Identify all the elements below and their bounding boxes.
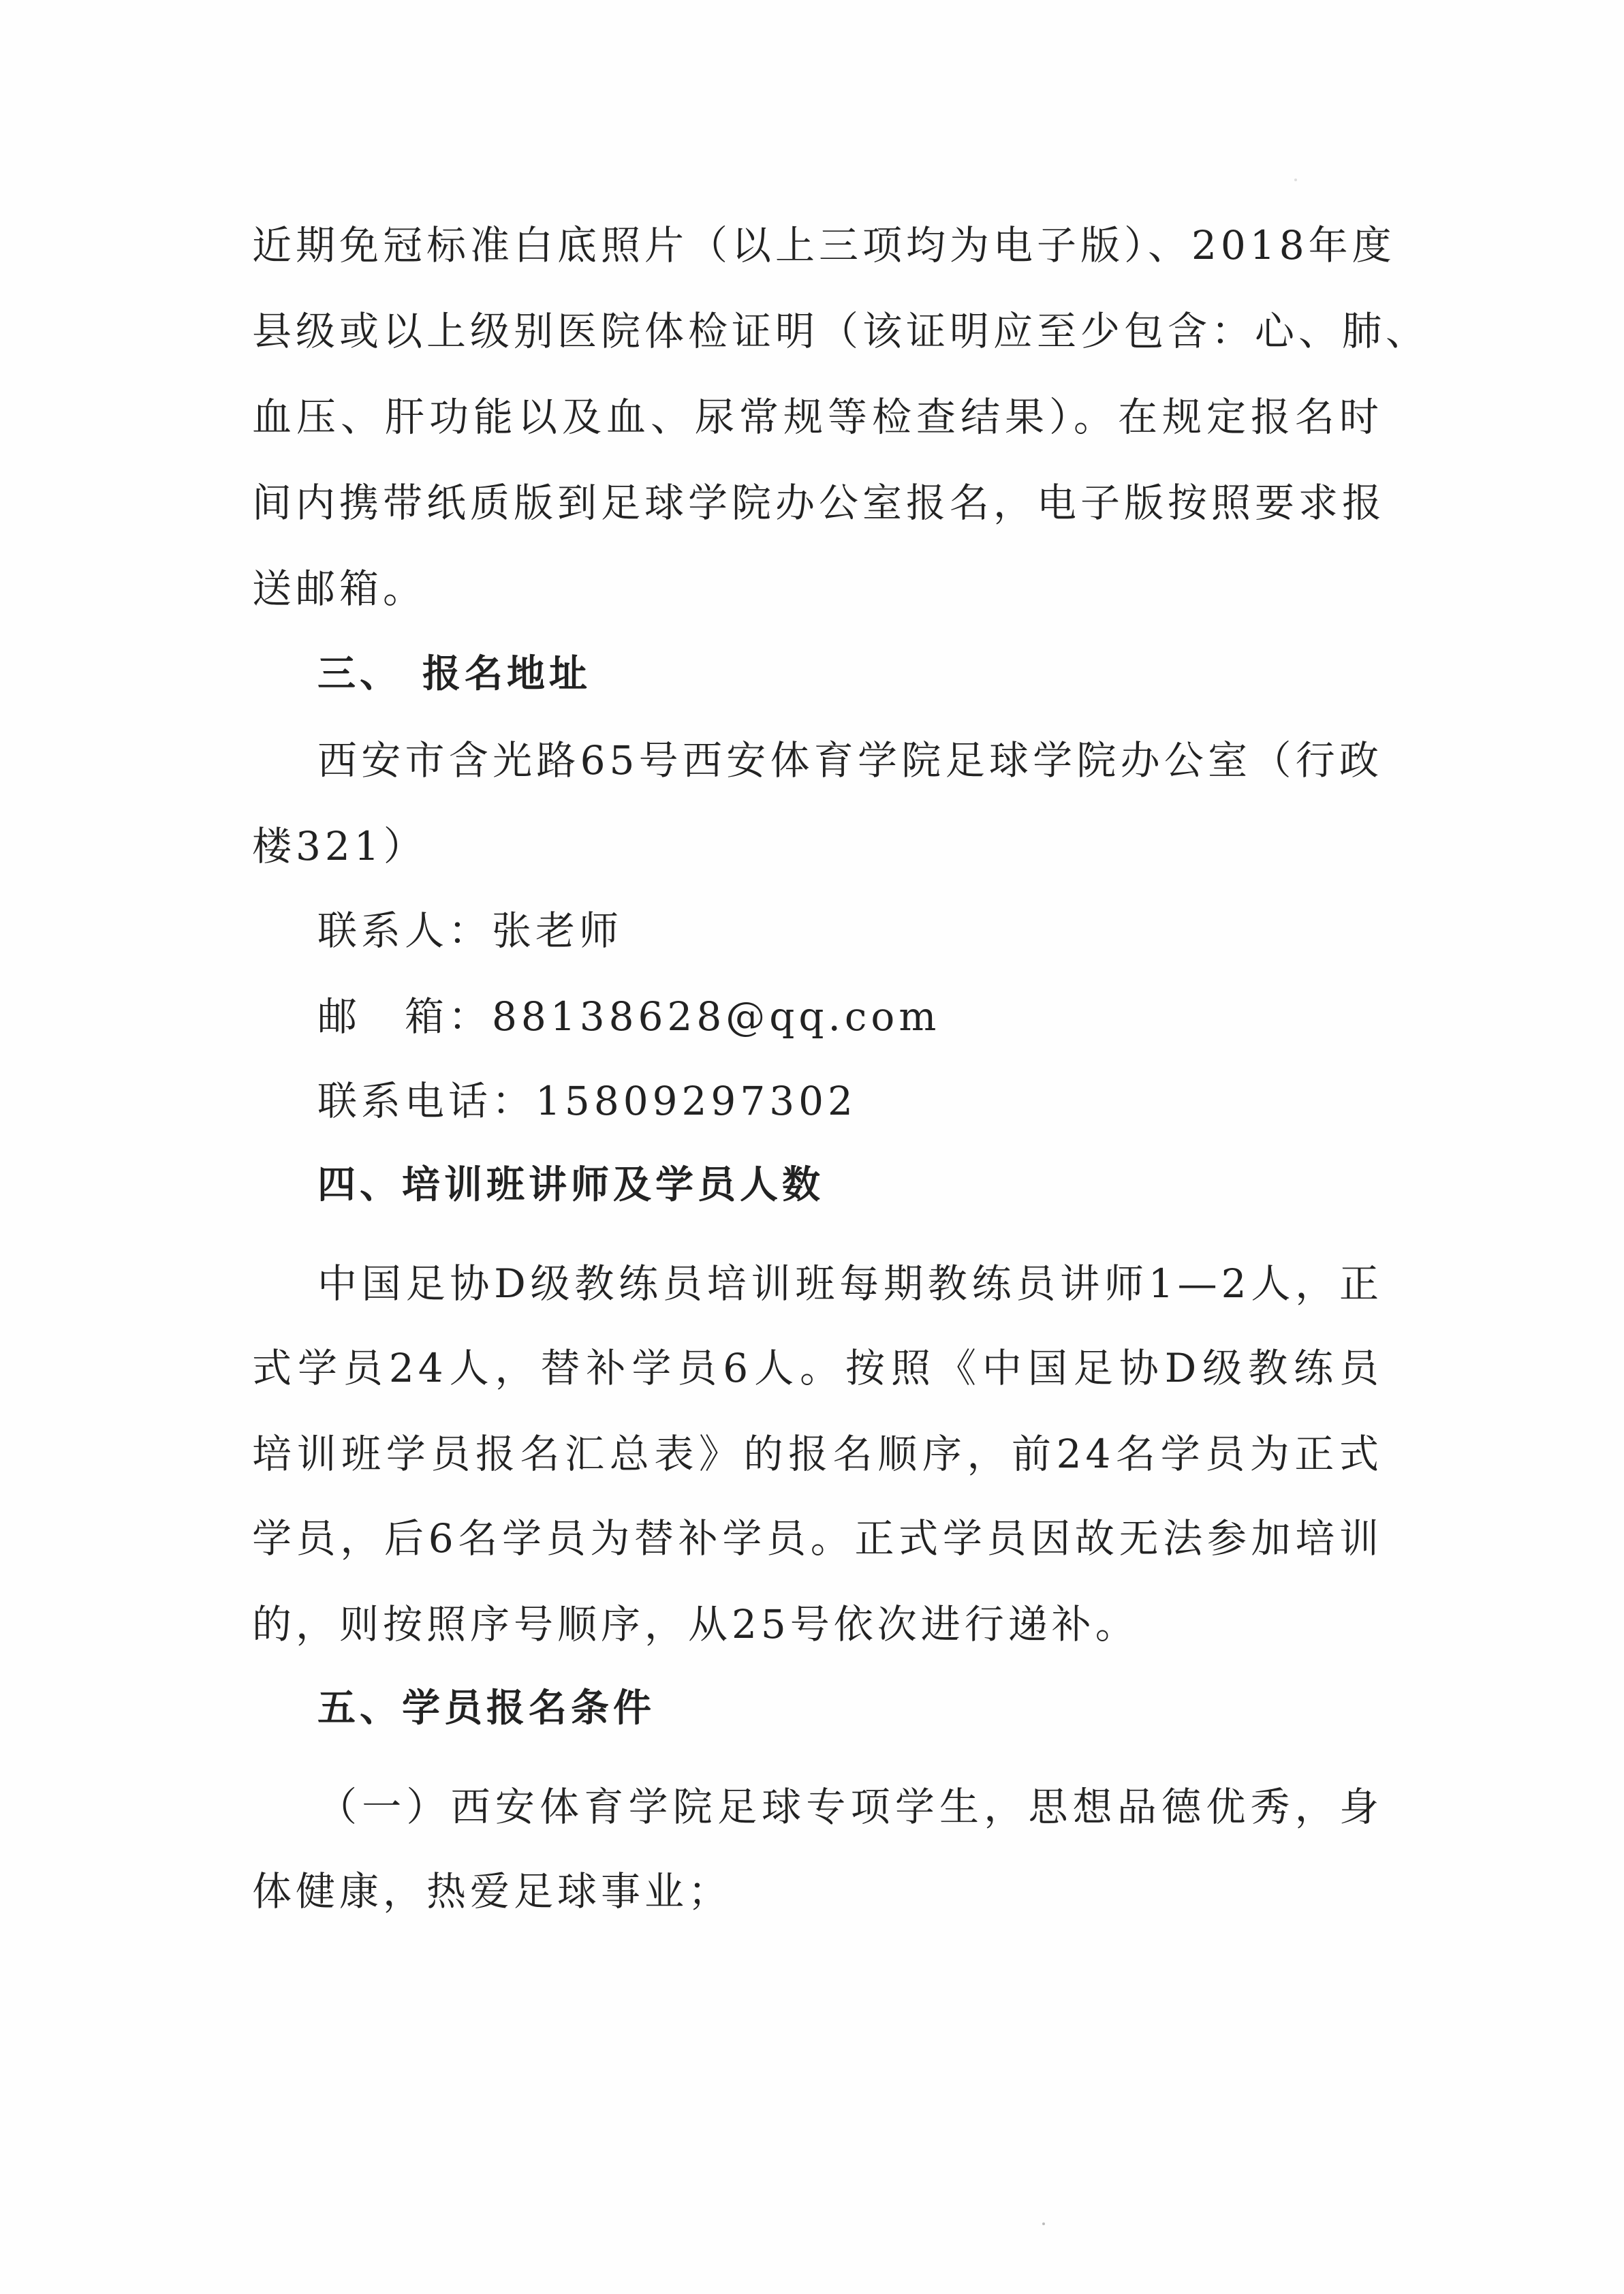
- contact-person: [317, 903, 623, 958]
- phone-value: 15809297302: [535, 1078, 857, 1124]
- section-heading-requirements: 五、学员报名条件: [317, 1686, 655, 1731]
- requirement-item: 体健康，热爱足球事业；: [252, 1868, 732, 1915]
- body-text-line: 间内携带纸质版到足球学院办公室报名，电子版按照要求报: [252, 480, 1386, 526]
- contact-email: [317, 989, 940, 1044]
- phone-label: 联系电话：: [317, 1078, 536, 1124]
- body-text-line: 血压、肝功能以及血、尿常规等检查结果）。在规定报名时: [252, 394, 1383, 440]
- body-text-line: 中国足协D级教练员培训班每期教练员讲师1—2人，正: [317, 1260, 1383, 1307]
- section-title: 报名地址: [422, 652, 591, 696]
- body-text-line: 送邮箱。: [252, 565, 427, 612]
- body-text-line: 式学员24人，替补学员6人。按照《中国足协D级教练员: [252, 1345, 1383, 1391]
- requirement-item: （一）西安体育学院足球专项学生，思想品德优秀，身: [317, 1784, 1383, 1830]
- contact-phone: [317, 1074, 857, 1128]
- scan-speck: [1042, 2222, 1045, 2225]
- body-text-line: 县级或以上级别医院体检证明（该证明应至少包含：心、肺、: [252, 308, 1430, 354]
- section-heading-address: [317, 647, 591, 702]
- email-label: 邮 箱：: [317, 993, 493, 1040]
- address-line: 楼321）: [252, 823, 427, 869]
- body-text-line: 学员，后6名学员为替补学员。正式学员因故无法参加培训: [252, 1515, 1383, 1562]
- scan-speck: [1294, 179, 1297, 181]
- body-text-line: 培训班学员报名汇总表》的报名顺序，前24名学员为正式: [252, 1431, 1383, 1477]
- section-heading-trainers: 四、培训班讲师及学员人数: [317, 1163, 824, 1207]
- body-text-line: 近期免冠标准白底照片（以上三项均为电子版）、2018年度: [252, 222, 1396, 268]
- address-line: 西安市含光路65号西安体育学院足球学院办公室（行政: [317, 737, 1383, 784]
- body-text-line: 的，则按照序号顺序，从25号依次进行递补。: [252, 1601, 1139, 1647]
- contact-label: 联系人：: [317, 908, 493, 954]
- section-number: 三、: [317, 652, 402, 696]
- contact-value: 张老师: [492, 908, 623, 954]
- email-value: 88138628@qq.com: [492, 993, 941, 1040]
